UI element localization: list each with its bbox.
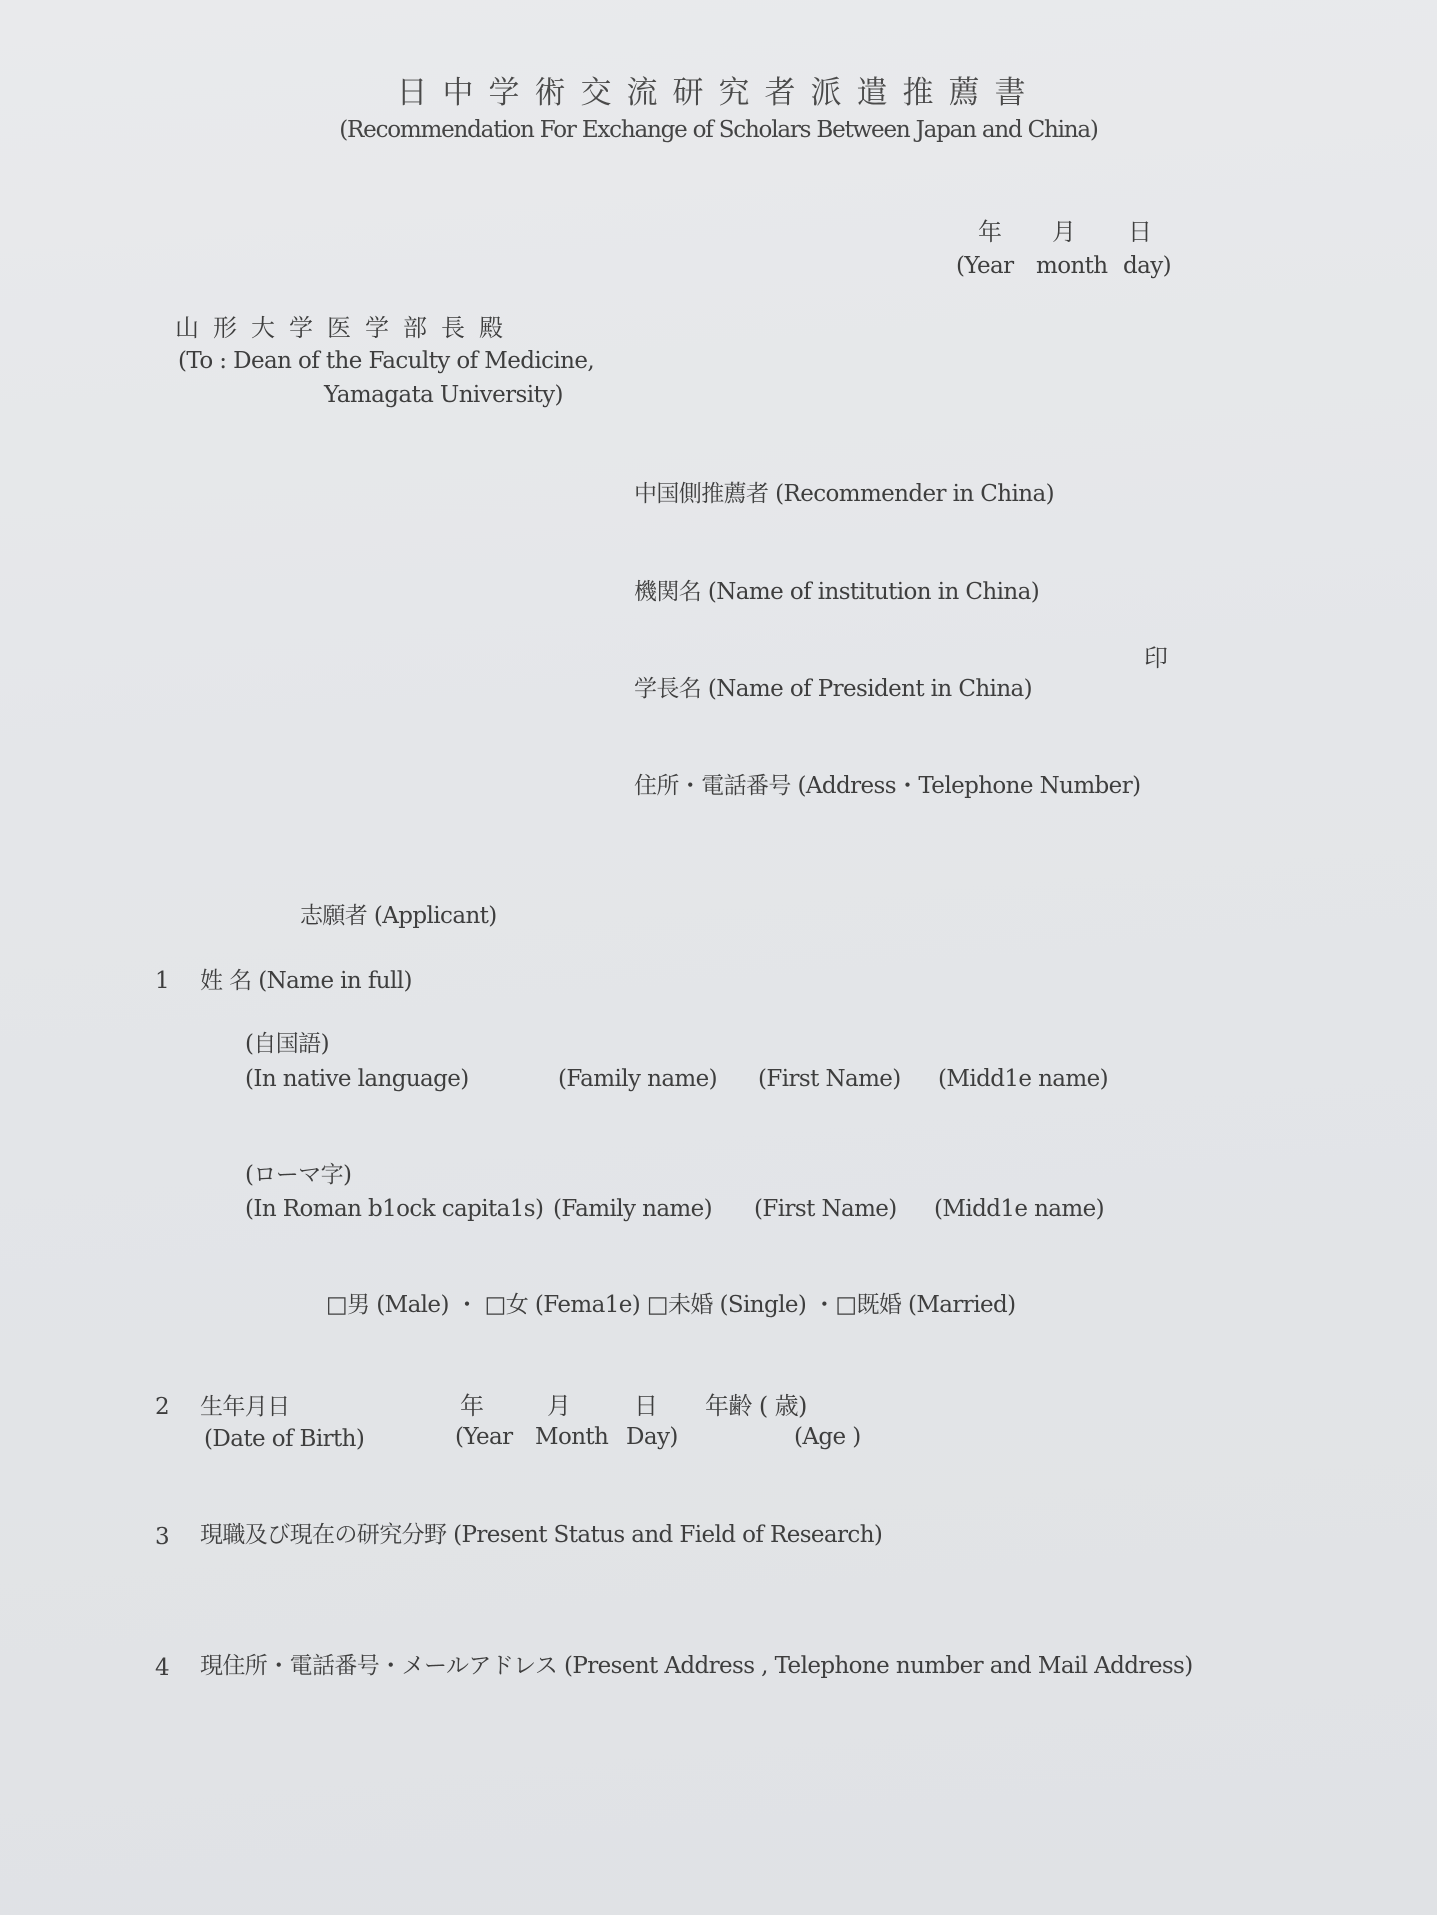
item-1-label: 姓 名 (Name in full) xyxy=(200,968,412,994)
dob-year-en: (Year xyxy=(455,1424,513,1450)
roman-capitals-jp: (ローマ字) xyxy=(245,1162,352,1188)
date-of-birth-label-en: (Date of Birth) xyxy=(204,1426,365,1452)
date-month-en: month xyxy=(1036,253,1108,279)
item-1-number: 1 xyxy=(155,968,170,994)
present-status-label: 現職及び現在の研究分野 (Present Status and Field of Research) xyxy=(200,1522,883,1548)
applicant-heading: 志願者 (Applicant) xyxy=(300,903,497,929)
native-first-name-label: (First Name) xyxy=(758,1066,901,1092)
recommender-heading: 中国側推薦者 (Recommender in China) xyxy=(634,481,1054,507)
item-3-number: 3 xyxy=(155,1524,170,1550)
gender-marital-checkboxes[interactable]: □男 (Male) ・ □女 (Fema1e) □未婚 (Single) ・□既婚 (Married) xyxy=(326,1292,1016,1318)
roman-first-name-label: (First Name) xyxy=(754,1196,897,1222)
roman-family-name-label: (Family name) xyxy=(553,1196,713,1222)
date-day-jp: 日 xyxy=(1128,218,1152,246)
roman-capitals-en: (In Roman b1ock capita1s) xyxy=(245,1196,544,1222)
date-day-en: day) xyxy=(1123,253,1172,279)
dob-year-jp: 年 xyxy=(460,1392,484,1420)
native-family-name-label: (Family name) xyxy=(558,1066,718,1092)
addressee-en-line1: (To : Dean of the Faculty of Medicine, xyxy=(178,348,595,374)
roman-middle-name-label: (Midd1e name) xyxy=(934,1196,1105,1222)
native-language-jp: (自国語) xyxy=(245,1031,329,1057)
dob-day-jp: 日 xyxy=(634,1392,658,1420)
dob-month-jp: 月 xyxy=(547,1392,571,1420)
date-month-jp: 月 xyxy=(1052,218,1076,246)
dob-day-en: Day) xyxy=(626,1424,678,1450)
item-2-number: 2 xyxy=(155,1394,170,1420)
date-year-en: (Year xyxy=(956,253,1014,279)
form-title-en: (Recommendation For Exchange of Scholars Between Japan and China) xyxy=(339,117,1098,143)
recommender-institution: 機関名 (Name of institution in China) xyxy=(634,579,1040,605)
seal-mark: 印 xyxy=(1144,644,1168,672)
dob-month-en: Month xyxy=(535,1424,609,1450)
age-en: (Age ) xyxy=(794,1424,861,1450)
item-4-number: 4 xyxy=(155,1655,170,1681)
recommender-president: 学長名 (Name of President in China) xyxy=(634,676,1033,702)
present-address-label: 現住所・電話番号・メールアドレス (Present Address , Telephone number and Mail Address) xyxy=(200,1653,1193,1679)
native-language-en: (In native language) xyxy=(245,1066,469,1092)
date-of-birth-label-jp: 生年月日 xyxy=(200,1394,290,1420)
recommender-address: 住所・電話番号 (Address・Telephone Number) xyxy=(634,773,1141,799)
age-jp: 年齢 ( 歳) xyxy=(705,1392,807,1420)
native-middle-name-label: (Midd1e name) xyxy=(938,1066,1109,1092)
date-year-jp: 年 xyxy=(978,218,1002,246)
form-title-jp: 日中学術交流研究者派遣推薦書 xyxy=(396,75,1041,111)
addressee-jp: 山形大学医学部長殿 xyxy=(175,314,517,342)
addressee-en-line2: Yamagata University) xyxy=(324,382,563,408)
